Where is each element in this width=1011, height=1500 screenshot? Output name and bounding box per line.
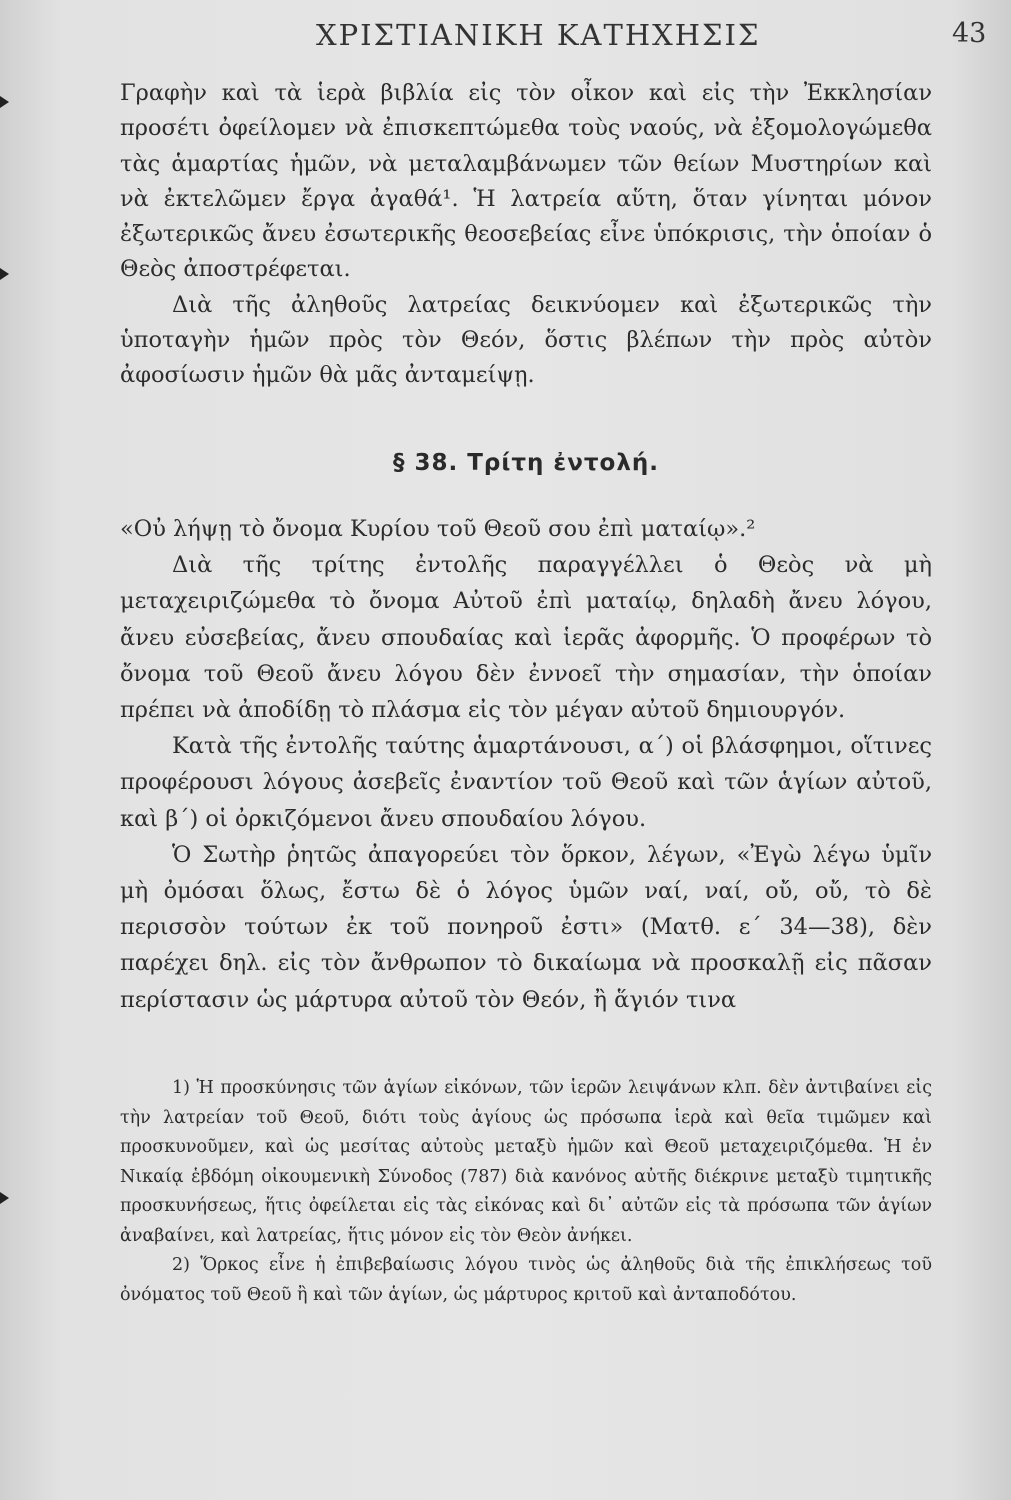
footnote: 1) Ἡ προσκύνησις τῶν ἁγίων εἰκόνων, τῶν ἱερῶν λειψάνων κλπ. δὲν ἀντιβαίνει εἰς τὴν λατρείαν τοῦ Θεοῦ, διότι τοὺς ἁγίους ὡς πρόσωπα ἱερὰ καὶ θεῖα τιμῶμεν καὶ προσκυνοῦμεν, καὶ ὡς μεσίτας αὐτοὺς μεταξὺ ἡμῶν καὶ Θεοῦ μεταχειριζόμεθα. Ἡ ἐν Νικαίᾳ ἑβδόμη οἰκουμενικὴ Σύνοδος (787) διὰ κανόνος αὐτῆς διέκρινε μεταξὺ τιμητικῆς προσκυνήσεως, ἥτις ὀφείλεται εἰς τὰς εἰκόνας καὶ δι᾽ αὐτῶν εἰς τὰ πρόσωπα τῶν ἁγίων ἀναβαίνει, καὶ λατρείας, ἥτις μόνον εἰς τὸν Θεὸν ἀνήκει. xyxy=(120,1078,932,1246)
paragraph: Διὰ τῆς τρίτης ἐντολῆς παραγγέλλει ὁ Θεὸς νὰ μὴ μεταχειριζώμεθα τὸ ὄνομα Αὐτοῦ ἐπὶ ματαίῳ, δηλαδὴ ἄνευ λόγου, ἄνευ εὐσεβείας, ἄνευ σπουδαίας καὶ ἱερᾶς ἀφορμῆς. Ὁ προφέρων τὸ ὄνομα τοῦ Θεοῦ ἄνευ λόγου δὲν ἐννοεῖ τὴν σημασίαν, τὴν ὁποίαν πρέπει νὰ ἀποδίδῃ τὸ πλάσμα εἰς τὸν μέγαν αὐτοῦ δημιουργόν. xyxy=(120,552,932,724)
section-body xyxy=(120,511,932,1018)
margin-mark xyxy=(0,1192,9,1204)
margin-mark xyxy=(0,96,9,108)
footnote: 2) Ὅρκος εἶνε ἡ ἐπιβεβαίωσις λόγου τινὸς ὡς ἀληθοῦς διὰ τῆς ἐπικλήσεως τοῦ ὀνόματος τοῦ Θεοῦ ἢ καὶ τῶν ἁγίων, ὡς μάρτυρος κριτοῦ καὶ ἀνταποδότου. xyxy=(120,1255,932,1305)
paragraph: Διὰ τῆς ἀληθοῦς λατρείας δεικνύομεν καὶ ἐξωτερικῶς τὴν ὑποταγὴν ἡμῶν πρὸς τὸν Θεόν, ὅστις βλέπων τὴν πρὸς αὐτὸν ἀφοσίωσιν ἡμῶν θὰ μᾶς ἀνταμείψῃ. xyxy=(120,291,932,389)
footnotes xyxy=(120,1074,932,1310)
paragraph: Γραφὴν καὶ τὰ ἱερὰ βιβλία εἰς τὸν οἶκον καὶ εἰς τὴν Ἐκκλησίαν προσέτι ὀφείλομεν νὰ ἐπισκεπτώμεθα τοὺς ναούς, νὰ ἐξομολογώμεθα τὰς ἁμαρτίας ἡμῶν, νὰ μεταλαμβάνωμεν τῶν θείων Μυστηρίων καὶ νὰ ἐκτελῶμεν ἔργα ἀγαθά¹. Ἡ λατρεία αὕτη, ὅταν γίνηται μόνον ἐξωτερικῶς ἄνευ ἐσωτερικῆς θεοσεβείας εἶνε ὑπόκρισις, τὴν ὁποίαν ὁ Θεὸς ἀποστρέφεται. xyxy=(120,80,932,283)
margin-mark xyxy=(0,268,9,280)
paragraph: Ὁ Σωτὴρ ῥητῶς ἀπαγορεύει τὸν ὅρκον, λέγων, «Ἐγὼ λέγω ὑμῖν μὴ ὀμόσαι ὅλως, ἔστω δὲ ὁ λόγος ὑμῶν ναί, ναί, οὔ, οὔ, τὸ δὲ περισσὸν τούτων ἐκ τοῦ πονηροῦ ἐστι» (Ματθ. ε΄ 34—38), δὲν παρέχει δηλ. εἰς τὸν ἄνθρωπον τὸ δικαίωμα νὰ προσκαλῇ εἰς πᾶσαν περίστασιν ὡς μάρτυρα αὐτοῦ τὸν Θεόν, ἢ ἅγιόν τινα xyxy=(120,841,932,1013)
commandment-quote: «Οὐ λήψῃ τὸ ὄνομα Κυρίου τοῦ Θεοῦ σου ἐπὶ ματαίῳ».² xyxy=(120,516,756,542)
running-title: ΧΡΙΣΤΙΑΝΙΚΗ ΚΑΤΗΧΗΣΙΣ xyxy=(316,18,761,52)
body-text xyxy=(120,76,932,394)
page-header xyxy=(0,14,1011,58)
section-heading: § 38. Τρίτη ἐντολή. xyxy=(392,450,660,476)
page-number: 43 xyxy=(952,18,987,49)
paragraph: Κατὰ τῆς ἐντολῆς ταύτης ἁμαρτάνουσι, α΄) οἱ βλάσφημοι, οἵτινες προφέρουσι λόγους ἀσεβεῖς ἐναντίον τοῦ Θεοῦ καὶ τῶν ἁγίων αὐτοῦ, καὶ β΄) οἱ ὀρκιζόμενοι ἄνευ σπουδαίου λόγου. xyxy=(120,733,932,832)
